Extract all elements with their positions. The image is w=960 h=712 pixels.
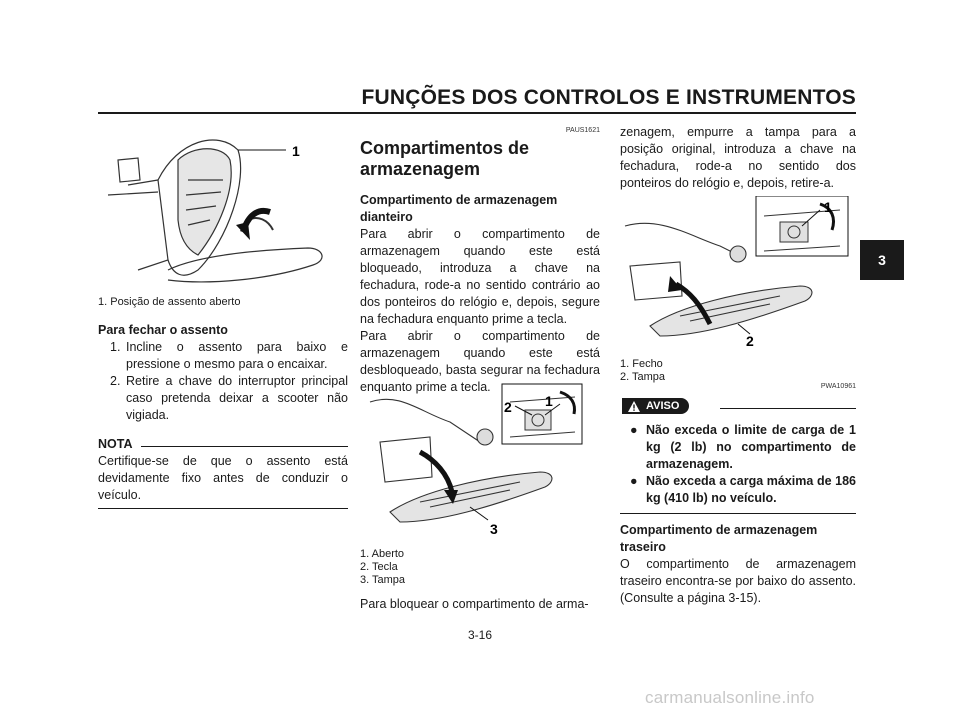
seat-callout-1: 1 [292, 143, 300, 159]
nota-header [98, 436, 348, 453]
front-callout-1: 1 [545, 393, 553, 409]
front-storage-open-illustration [360, 382, 600, 542]
storage-heading: Compartimentos de armazenagem [360, 138, 530, 179]
seat-figure-caption: 1. Posição de assento aberto [98, 296, 241, 308]
step-item: 1. Incline o assento para baixo e pressione o mesmo para o encaixar. [110, 340, 348, 371]
warning-triangle-icon [628, 401, 640, 412]
page-number: 3-16 [467, 628, 493, 642]
warning-item: ● Não exceda o limite de carga de 1 kg (2 lb) no compartimento de armazenagem. [630, 423, 856, 471]
front-open-unlocked-text: Para abrir o compartimento de armazenagem quando este está desbloqueado, basta segurar na fechadura enquanto prime a tecla. [360, 329, 600, 394]
chapter-tab[interactable]: 3 [860, 240, 904, 280]
rear-storage-section [620, 522, 856, 607]
warning-code: PWA10961 [820, 383, 856, 390]
caption-item: 2. Tecla [360, 561, 398, 573]
watermark: carmanualsonline.info [645, 688, 815, 707]
front-storage-close-illustration [620, 196, 856, 352]
section-code: PAUS1621 [565, 127, 600, 134]
aviso-badge: AVISO [622, 398, 689, 414]
step-item: 2. Retire a chave do interruptor principal caso pretenda deixar a scooter não vigiada. [110, 374, 348, 422]
warning-box [620, 398, 856, 514]
caption-item: 3. Tampa [360, 574, 406, 586]
close-callout-1: 1 [824, 199, 832, 215]
front-lock-text-cont: zenagem, empurre a tampa para a posição original, introduza a chave na fechadura, rode-a no sentido dos ponteiros do relógio e, depois, retire-a. [620, 125, 856, 190]
middle-column [360, 138, 600, 396]
close-callout-2: 2 [746, 333, 754, 349]
page-header-title: FUNÇÕES DOS CONTROLOS E INSTRUMENTOS [361, 86, 856, 109]
front-callout-2: 2 [504, 399, 512, 415]
warning-item: ● Não exceda a carga máxima de 186 kg (410 lb) no veículo. [630, 474, 856, 505]
caption-item: 1. Aberto [360, 548, 405, 560]
rear-storage-text: O compartimento de armazenagem traseiro encontra-se por baixo do assento. (Consulte a página 3-15). [620, 557, 856, 605]
nota-text: Certifique-se de que o assento está devidamente fixo antes de conduzir o veículo. [98, 454, 348, 502]
seat-figure [98, 120, 348, 290]
front-storage-figure [360, 382, 600, 542]
close-figure-captions [620, 358, 856, 384]
nota-bottom-rule [98, 508, 348, 509]
nota-rule [141, 446, 349, 447]
warning-list [620, 422, 856, 507]
rear-storage-subheading: Compartimento de armazenagem traseiro [620, 523, 818, 554]
seat-open-illustration [98, 120, 348, 290]
warning-bottom-rule [620, 513, 856, 514]
front-storage-close-figure [620, 196, 856, 352]
front-lock-text-start: Para bloquear o compartimento de arma- [360, 597, 589, 611]
nota-label: NOTA [98, 437, 133, 451]
header-rule [98, 112, 856, 114]
left-column [98, 322, 348, 509]
caption-item: 1. Fecho [620, 358, 663, 370]
close-seat-heading: Para fechar o assento [98, 323, 228, 337]
front-open-locked-text: Para abrir o compartimento de armazenagem quando este está bloqueado, introduza a chave na fechadura, rode-a no sentido contrário ao dos ponteiros do relógio e, depois, segure na fechadura enquanto prime a tecla. [360, 227, 600, 326]
front-callout-3: 3 [490, 521, 498, 537]
warning-top-rule [720, 408, 856, 409]
caption-item: 2. Tampa [620, 371, 666, 383]
close-seat-steps [98, 339, 348, 424]
right-column-top [620, 124, 856, 192]
front-storage-subheading: Compartimento de armazenagem dianteiro [360, 193, 558, 224]
front-figure-captions [360, 548, 600, 587]
warning-header [620, 398, 856, 416]
